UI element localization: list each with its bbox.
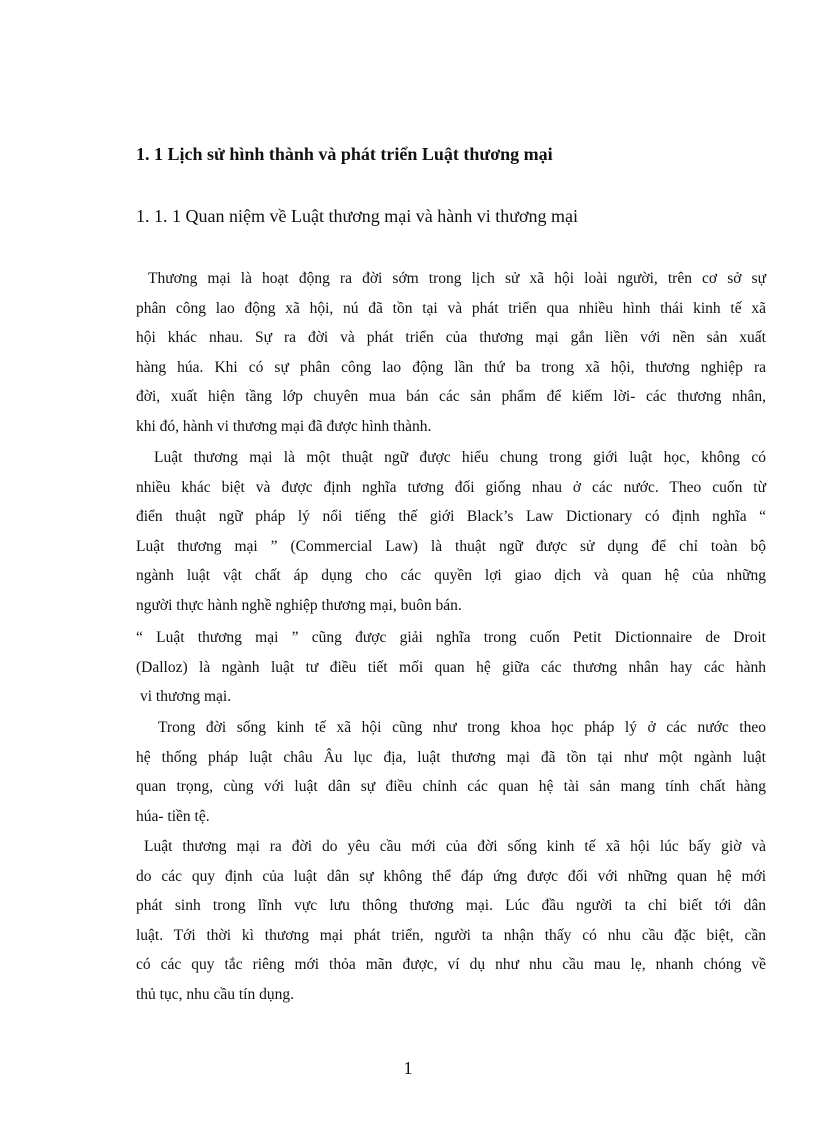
- paragraph-line: hàng húa. Khi có sự phân công lao động lần thứ ba trong xã hội, thương nghiệp ra: [136, 358, 766, 376]
- paragraph-line: Thương mại là hoạt động ra đời sớm trong lịch sử xã hội loài người, trên cơ sở sự: [148, 270, 766, 287]
- paragraph-2: [136, 443, 766, 620]
- paragraph-line: thủ tục, nhu cầu tín dụng.: [136, 985, 294, 1003]
- paragraph-4: [136, 713, 766, 831]
- paragraph-line: Luật thương mại là một thuật ngữ được hiểu chung trong giới luật học, không có: [154, 449, 766, 466]
- section-heading: 1. 1 Lịch sử hình thành và phát triển Luật thương mại: [136, 144, 553, 164]
- paragraph-3: [136, 623, 766, 712]
- paragraph-line: phân công lao động xã hội, nú đã tồn tại và phát triển qua nhiều hình thái kinh tế xã: [136, 299, 766, 317]
- paragraph-line: luật. Tới thời kì thương mại phát triển, người ta nhận thấy có nhu cầu đặc biệt, cần: [136, 926, 766, 944]
- paragraph-line: húa- tiền tệ.: [136, 807, 210, 825]
- paragraph-line: có các quy tắc riêng mới thỏa mãn được, ví dụ như nhu cầu mau lẹ, nhanh chóng về: [136, 956, 766, 973]
- page-number: 1: [403, 1058, 413, 1078]
- paragraph-line: điển thuật ngữ pháp lý nổi tiếng thế giới Black’s Law Dictionary có định nghĩa “: [136, 508, 766, 525]
- paragraph-line: người thực hành nghề nghiệp thương mại, buôn bán.: [136, 596, 462, 614]
- paragraph-line: Luật thương mại ra đời do yêu cầu mới của đời sống kinh tế xã hội lúc bấy giờ và: [144, 838, 766, 855]
- paragraph-5: [136, 832, 766, 1009]
- paragraph-line: hội khác nhau. Sự ra đời và phát triển của thương mại gắn liền với nền sản xuất: [136, 329, 766, 346]
- paragraph-line: Trong đời sống kinh tế xã hội cũng như trong khoa học pháp lý ở các nước theo: [158, 719, 766, 736]
- paragraph-line: vi thương mại.: [140, 688, 232, 705]
- paragraph-line: nhiều khác biệt và được định nghĩa tương đối giống nhau ở các nước. Theo cuốn từ: [136, 478, 766, 496]
- paragraph-line: do các quy định của luật dân sự không thể đáp ứng được đối với những quan hệ mới: [136, 867, 766, 885]
- paragraph-line: ngành luật vật chất áp dụng cho các quyền lợi giao dịch và quan hệ của những: [136, 567, 766, 584]
- paragraph-1: [136, 264, 766, 441]
- paragraph-line: quan trọng, cùng với luật dân sự điều chỉnh các quan hệ tài sản mang tính chất hàng: [136, 778, 766, 795]
- paragraph-line: đời, xuất hiện tầng lớp chuyên mua bán các sản phẩm để kiếm lời- các thương nhân,: [136, 388, 766, 405]
- paragraph-line: khi đó, hành vi thương mại đã được hình thành.: [136, 417, 432, 435]
- subsection-heading: 1. 1. 1 Quan niệm về Luật thương mại và hành vi thương mại: [136, 206, 578, 226]
- paragraph-line: (Dalloz) là ngành luật tư điều tiết mối quan hệ giữa các thương nhân hay các hành: [136, 658, 766, 676]
- paragraph-line: hệ thống pháp luật châu Âu lục địa, luật thương mại đã tồn tại như một ngành luật: [136, 748, 766, 766]
- paragraph-line: phát sinh trong lĩnh vực lưu thông thương mại. Lúc đầu người ta chỉ biết tới dân: [136, 897, 766, 914]
- paragraph-line: “ Luật thương mại ” cũng được giải nghĩa trong cuốn Petit Dictionnaire de Droit: [136, 629, 766, 646]
- paragraph-line: Luật thương mại ” (Commercial Law) là thuật ngữ được sử dụng để chỉ toàn bộ: [136, 537, 766, 555]
